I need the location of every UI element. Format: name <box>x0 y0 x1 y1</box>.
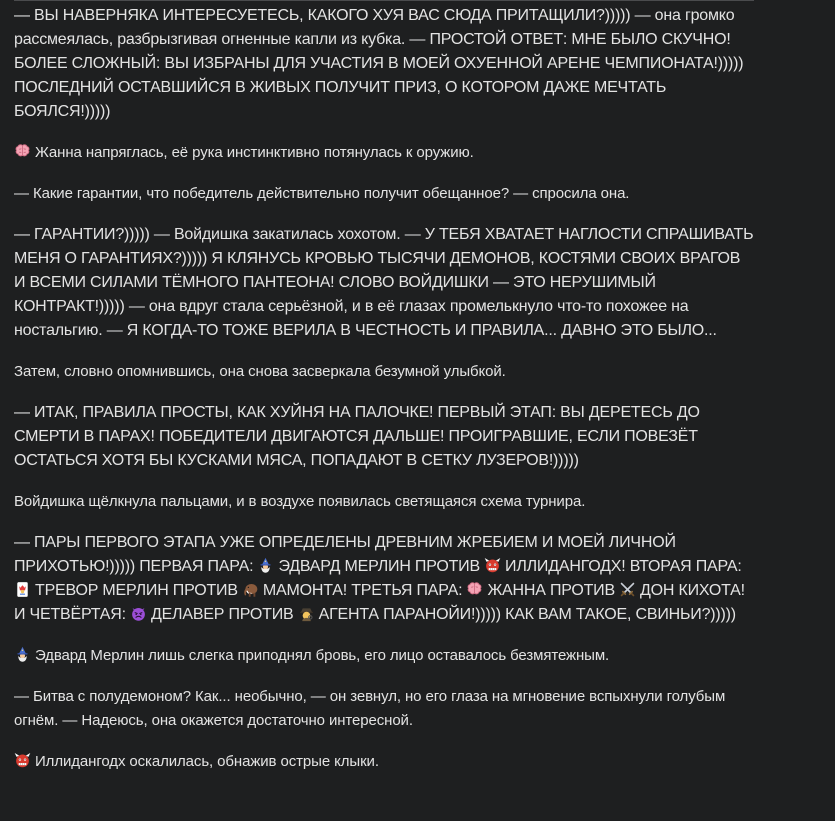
paragraph-7 <box>14 490 754 514</box>
paragraph-5-text: Затем, словно опомнившись, она снова засверкала безумной улыбкой. <box>14 363 506 380</box>
paragraph-4-text: — ГАРАНТИИ?))))) — Войдишка закатилась хохотом. — У ТЕБЯ ХВАТАЕТ НАГЛОСТИ СПРАШИВАТЬ МЕНЯ О ГАРАНТИЯХ?))))) Я КЛЯНУСЬ КРОВЬЮ ТЫСЯЧИ ДЕМОНОВ, КОСТЯМИ СВОИХ ВРАГОВ И ВСЕМИ СИЛАМИ ТЁМНОГО ПАНТЕОНА! СЛОВО ВОЙДИШКИ — ЭТО НЕРУШИМЫЙ КОНТРАКТ!))))) — она вдруг стала серьёзной, и в её глазах промелькнуло что-то похожее на ностальгию. — Я КОГДА-ТО ТОЖЕ ВЕРИЛА В ЧЕСТНОСТЬ И ПРАВИЛА... ДАВНО ЭТО БЫЛО... <box>14 226 754 339</box>
paragraph-10 <box>14 685 754 733</box>
paragraph-4 <box>14 223 754 343</box>
paragraph-1-text: — ВЫ НАВЕРНЯКА ИНТЕРЕСУЕТЕСЬ, КАКОГО ХУЯ ВАС СЮДА ПРИТАЩИЛИ?))))) — она громко рассмеялась, разбрызгивая огненные капли из кубка. — ПРОСТОЙ ОТВЕТ: МНЕ БЫЛО СКУЧНО! БОЛЕЕ СЛОЖНЫЙ: ВЫ ИЗБРАНЫ ДЛЯ УЧАСТИЯ В МОЕЙ ОХУЕННОЙ АРЕНЕ ЧЕМПИОНАТА!))))) ПОСЛЕДНИЙ ОСТАВШИЙСЯ В ЖИВЫХ ПОЛУЧИТ ПРИЗ, О КОТОРОМ ДАЖЕ МЕЧТАТЬ БОЯЛСЯ!))))) <box>14 7 744 120</box>
paragraph-8-text-b: ЭДВАРД МЕРЛИН ПРОТИВ <box>278 558 480 575</box>
paragraph-6-text: — ИТАК, ПРАВИЛА ПРОСТЫ, КАК ХУЙНЯ НА ПАЛОЧКЕ! ПЕРВЫЙ ЭТАП: ВЫ ДЕРЕТЕСЬ ДО СМЕРТИ В ПАРАХ! ПОБЕДИТЕЛИ ДВИГАЮТСЯ ДАЛЬШЕ! ПРОИГРАВШИЕ, ЕСЛИ ПОВЕЗЁТ ОСТАТЬСЯ ХОТЯ БЫ КУСКАМИ МЯСА, ПОПАДАЮТ В СЕТКУ ЛУЗЕРОВ!))))) <box>14 404 700 469</box>
paragraph-11 <box>14 750 754 774</box>
angry-devil-icon <box>130 605 147 622</box>
paragraph-8-text-d: ТРЕВОР МЕРЛИН ПРОТИВ <box>35 582 238 599</box>
paragraph-2-text: Жанна напряглась, её рука инстинктивно потянулась к оружию. <box>35 144 474 161</box>
paragraph-9 <box>14 644 754 668</box>
paragraph-1 <box>14 4 754 124</box>
ogre-icon <box>484 557 501 574</box>
mammoth-icon <box>242 581 259 598</box>
paragraph-7-text: Войдишка щёлкнула пальцами, и в воздухе появилась светящаяся схема турнира. <box>14 493 586 510</box>
mage-icon <box>14 646 31 663</box>
paragraph-8-text-f: ЖАННА ПРОТИВ <box>487 582 615 599</box>
paragraph-2 <box>14 141 754 165</box>
paragraph-8 <box>14 531 754 627</box>
ogre-icon <box>14 752 31 769</box>
top-divider <box>14 0 754 1</box>
paragraph-8-text-g: ДОН КИХОТА! И ЧЕТВЁРТАЯ: <box>14 582 745 623</box>
detective-icon <box>298 605 315 622</box>
chat-message <box>14 4 754 791</box>
brain-icon <box>14 143 31 160</box>
crossed-swords-icon <box>619 581 636 598</box>
paragraph-3 <box>14 182 754 206</box>
paragraph-8-text-c: ИЛЛИДАНГОДХ! ВТОРАЯ ПАРА: <box>505 558 742 575</box>
paragraph-3-text: — Какие гарантии, что победитель действительно получит обещанное? — спросила она. <box>14 185 630 202</box>
paragraph-8-text-e: МАМОНТА! ТРЕТЬЯ ПАРА: <box>262 582 463 599</box>
paragraph-11-text: Иллидангодх оскалилась, обнажив острые клыки. <box>35 753 379 770</box>
joker-card-icon <box>14 581 31 598</box>
paragraph-8-text-a: — ПАРЫ ПЕРВОГО ЭТАПА УЖЕ ОПРЕДЕЛЕНЫ ДРЕВНИМ ЖРЕБИЕМ И МОЕЙ ЛИЧНОЙ ПРИХОТЬЮ!))))) ПЕРВАЯ ПАРА: <box>14 534 676 575</box>
paragraph-8-text-h: ДЕЛАВЕР ПРОТИВ <box>150 606 294 623</box>
paragraph-6 <box>14 401 754 473</box>
brain-icon <box>466 581 483 598</box>
mage-icon <box>257 557 274 574</box>
paragraph-10-text: — Битва с полудемоном? Как... необычно, — он зевнул, но его глаза на мгновение вспыхнули голубым огнём. — Надеюсь, она окажется достаточно интересной. <box>14 688 726 729</box>
paragraph-8-text-i: АГЕНТА ПАРАНОЙИ!))))) КАК ВАМ ТАКОЕ, СВИНЬИ?))))) <box>318 606 736 623</box>
paragraph-9-text: Эдвард Мерлин лишь слегка приподнял бровь, его лицо оставалось безмятежным. <box>35 647 610 664</box>
paragraph-5 <box>14 360 754 384</box>
